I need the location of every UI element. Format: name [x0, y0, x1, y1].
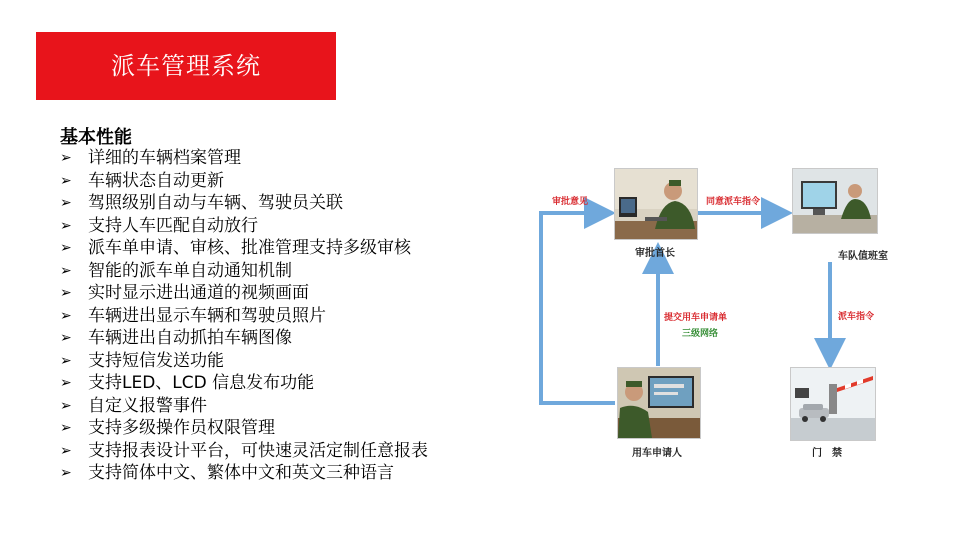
feature-text: 车辆状态自动更新: [88, 170, 224, 191]
bullet-arrow-icon: ➢: [60, 240, 72, 256]
bullet-arrow-icon: ➢: [60, 262, 72, 279]
label-submit-request: 提交用车申请单: [664, 313, 728, 323]
node-label-approver: 审批首长: [635, 248, 675, 259]
bullet-arrow-icon: ➢: [60, 150, 72, 166]
bullet-arrow-icon: ➢: [60, 330, 72, 346]
bullet-arrow-icon: ➢: [60, 420, 72, 436]
bullet-arrow-icon: ➢: [60, 217, 72, 234]
page-title: 派车管理系统: [111, 52, 261, 80]
label-dispatch-order: 派车指令: [838, 312, 875, 322]
feature-text: 智能的派车单自动通知机制: [88, 260, 292, 281]
feature-text: 支持LED、LCD 信息发布功能: [88, 373, 315, 393]
label-approval-opinion: 审批意见: [552, 197, 589, 207]
feature-text: 派车单申请、审核、批准管理支持多级审核: [88, 238, 411, 258]
feature-text: 车辆进出自动抓拍车辆图像: [88, 328, 292, 348]
feature-text: 详细的车辆档案管理: [88, 148, 241, 168]
features-heading: 基本性能: [60, 127, 132, 148]
node-label-dispatch-office: 车队值班室: [838, 251, 888, 262]
bullet-arrow-icon: ➢: [60, 172, 72, 189]
bullet-arrow-icon: ➢: [60, 352, 72, 369]
bullet-arrow-icon: ➢: [60, 465, 72, 481]
gate-photo: [790, 367, 876, 441]
feature-text: 支持报表设计平台，可快速灵活定制任意报表: [88, 440, 428, 461]
dispatch-office-photo: [792, 168, 878, 234]
bullet-arrow-icon: ➢: [60, 442, 72, 459]
feature-text: 实时显示进出通道的视频画面: [88, 283, 309, 303]
node-label-applicant: 用车申请人: [632, 448, 682, 459]
label-agree-dispatch: 同意派车指令: [706, 197, 761, 207]
feature-text: 支持简体中文、繁体中文和英文三种语言: [88, 463, 394, 483]
bullet-arrow-icon: ➢: [60, 375, 72, 391]
feature-text: 驾照级别自动与车辆、驾驶员关联: [88, 193, 343, 213]
bullet-arrow-icon: ➢: [60, 285, 72, 301]
bullet-arrow-icon: ➢: [60, 307, 72, 324]
feature-text: 支持多级操作员权限管理: [88, 418, 275, 438]
feature-text: 支持短信发送功能: [88, 350, 224, 371]
approver-photo: [614, 168, 698, 240]
node-label-gate: 门 禁: [812, 448, 842, 459]
label-network-level: 三级网络: [682, 329, 719, 339]
feature-text: 车辆进出显示车辆和驾驶员照片: [88, 305, 326, 326]
feature-text: 自定义报警事件: [88, 395, 207, 416]
arrow-approval-loop: [541, 213, 615, 403]
feature-text: 支持人车匹配自动放行: [88, 215, 258, 236]
bullet-arrow-icon: ➢: [60, 195, 72, 211]
applicant-photo: [617, 367, 701, 439]
bullet-arrow-icon: ➢: [60, 397, 72, 414]
